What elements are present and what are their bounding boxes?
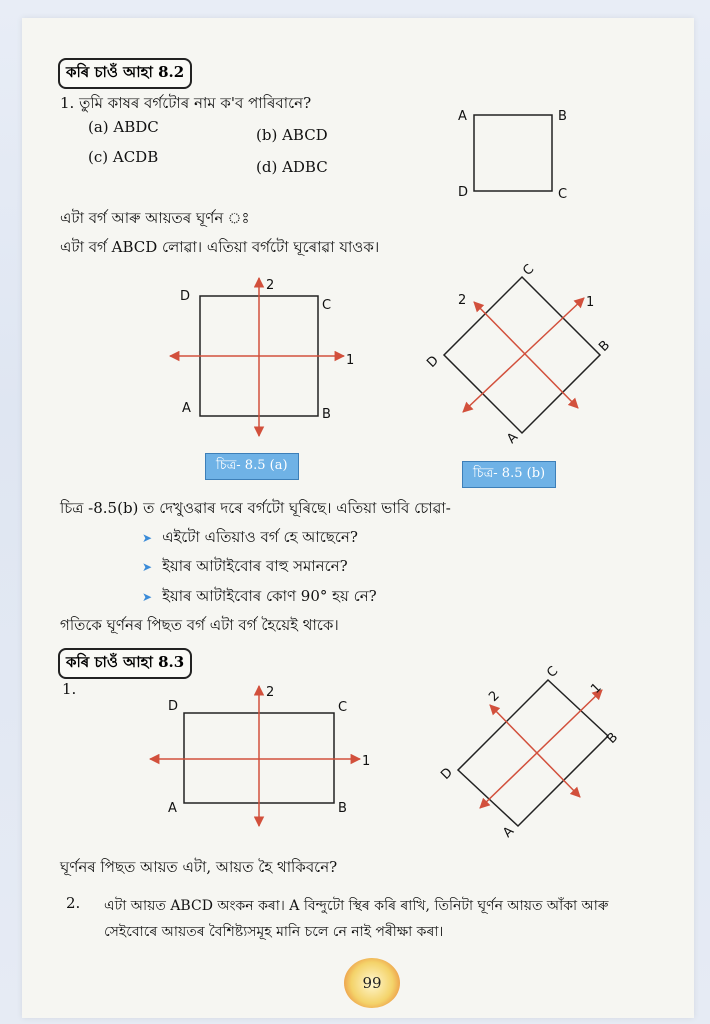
figure-8-5a [170, 278, 354, 436]
label-1-8-5a: 1 [346, 353, 355, 368]
label-1-8-5b: 1 [586, 295, 595, 310]
bullet-3-text: ইয়াৰ আটাইবোৰ কোণ 90° হয় নে? [162, 587, 377, 605]
label-1-rect-rot: 1 [588, 680, 605, 697]
label-d-8-5a: D [180, 289, 191, 304]
label-a-8-5a: A [182, 401, 191, 416]
label-d-rect-rot: D [438, 765, 456, 783]
page-number: 99 [362, 974, 382, 992]
label-b-rect-rot: B [604, 729, 622, 747]
section2-q2-line2: সেইবোৰে আয়তৰ বৈশিষ্ট্যসমূহ মানি চলে নে নাই পৰীক্ষা কৰা। [104, 924, 444, 940]
label-2-8-5b: 2 [458, 293, 467, 308]
option-d: (d) ADBC [256, 158, 328, 176]
label-c-rect: C [338, 700, 348, 715]
option-c: (c) ACDB [88, 148, 159, 166]
label-b-rect: B [338, 801, 347, 816]
caption-8-5b: চিত্ৰ- 8.5 (b) [462, 461, 556, 488]
bullet-3 [142, 585, 377, 610]
observation-text: চিত্ৰ -8.5(b) ত দেখুওৱাৰ দৰে বৰ্গটো ঘূৰিছে। এতিয়া ভাবি চোৱা- [60, 499, 451, 517]
label-a-rect: A [168, 801, 177, 816]
label-c-8-5a: C [322, 298, 332, 313]
label-b-8-5b: B [596, 337, 614, 355]
label-b-8-5a: B [322, 407, 331, 422]
bullet-2-text: ইয়াৰ আটাইবোৰ বাহু সমাননে? [162, 557, 348, 575]
option-a: (a) ABDC [88, 118, 159, 136]
label-a-rect-rot: A [500, 823, 518, 841]
label-2-8-5a: 2 [266, 278, 275, 293]
page-number-badge [344, 958, 400, 1008]
section-title-8-3: কৰি চাওঁ আহা 8.3 [58, 648, 192, 679]
bullet-2 [142, 555, 348, 580]
question-1-text: 1. তুমি কাষৰ বৰ্গটোৰ নাম ক'ব পাৰিবানে? [60, 94, 312, 112]
label-d-small: D [458, 185, 469, 200]
label-c-small: C [558, 187, 568, 202]
label-d-8-5b: D [424, 353, 442, 371]
rotation-intro: এটা বৰ্গ ABCD লোৱা। এতিয়া বৰ্গটো ঘূৰোৱা যাওক। [60, 238, 380, 256]
bullet-arrow-icon: ➤ [142, 590, 153, 604]
rotation-heading: এটা বৰ্গ আৰু আয়তৰ ঘূৰ্ণন ঃ [60, 209, 250, 227]
bullet-1 [142, 526, 358, 551]
figure-8-5b [424, 262, 613, 447]
bullet-arrow-icon: ➤ [142, 531, 153, 545]
section2-q1-number: 1. [62, 680, 77, 698]
label-1-rect: 1 [362, 754, 371, 769]
conclusion-text: গতিকে ঘূৰ্ণনৰ পিছত বৰ্গ এটা বৰ্গ হৈয়েই থাকে। [60, 616, 339, 634]
label-c-8-5b: C [520, 261, 538, 279]
section2-q2-number: 2. [66, 894, 81, 912]
section2-q2-line1: এটা আয়ত ABCD অংকন কৰা। A বিন্দুটো স্থিৰ কৰি ৰাখি, তিনিটা ঘূৰ্ণন আয়ত আঁকা আৰু [104, 898, 609, 914]
label-2-rect-rot: 2 [486, 688, 503, 705]
caption-8-5a: চিত্ৰ- 8.5 (a) [205, 453, 299, 480]
bullet-1-text: এইটো এতিয়াও বৰ্গ হে আছেনে? [162, 528, 358, 546]
option-b: (b) ABCD [256, 126, 328, 144]
label-d-rect: D [168, 699, 179, 714]
square-abcd-small [474, 115, 552, 191]
label-a-8-5b: A [504, 429, 522, 447]
section-title-8-2: কৰি চাওঁ আহা 8.2 [58, 58, 192, 89]
label-a-small: A [458, 109, 467, 124]
section2-q1-text: ঘূৰ্ণনৰ পিছত আয়ত এটা, আয়ত হৈ থাকিবনে? [60, 858, 338, 876]
figure-rectangle-rotated [438, 664, 621, 841]
bullet-arrow-icon: ➤ [142, 560, 153, 574]
figure-rectangle [150, 685, 370, 826]
label-b-small: B [558, 109, 567, 124]
label-c-rect-rot: C [544, 663, 562, 681]
label-2-rect: 2 [266, 685, 275, 700]
